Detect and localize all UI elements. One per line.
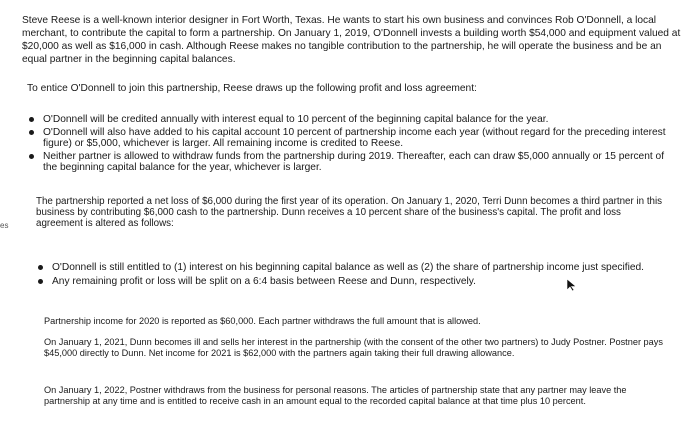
list-item: [36, 276, 646, 288]
list-item: [27, 114, 667, 126]
list-item: [27, 151, 667, 174]
year-2022-paragraph: On January 1, 2022, Postner withdraws from the business for personal reasons. The articles of partnership state that any partner may leave the partnership at any time and is entitled to receive cash in an amount equal to the recorded capital balance at that time plus 10 percent.: [44, 385, 627, 406]
list-item-text: Neither partner is allowed to withdraw funds from the partnership during 2019. Thereafter, each can draw $5,000 annually or 15 percent of the beginning capital balance for the year, whichever is larger.: [43, 150, 665, 174]
year-2021-paragraph: On January 1, 2021, Dunn becomes ill and sells her interest in the partnership (with the consent of the other two partners) to Judy Postner. Postner pays $45,000 directly to Dunn. Net income for 2021 is $62,000 with the partners again taking their full drawing allowance.: [44, 337, 663, 358]
list-item-text: Any remaining profit or loss will be split on a 6:4 basis between Reese and Dunn, respectively.: [52, 275, 476, 287]
intro-paragraph: Steve Reese is a well-known interior designer in Fort Worth, Texas. He wants to start his own business and convinces Rob O'Donnell, a local merchant, to contribute the capital to form a partnership. On January 1, 2019, O'Donnell invests a building worth $54,000 and equipment valued at $20,000 as well as $16,000 in cash. Although Reese makes no tangible contribution to the partnership, he will operate the business and be an equal partner in the beginning capital balances.: [22, 15, 681, 65]
income-2020-paragraph: Partnership income for 2020 is reported as $60,000. Each partner withdraws the full amount that is allowed.: [44, 316, 481, 326]
list-item-text: O'Donnell is still entitled to (1) interest on his beginning capital balance as well as (2) the share of partnership income just specified.: [52, 262, 644, 273]
left-edge-text-fragment: es: [0, 221, 9, 230]
bullet-icon: [38, 265, 43, 270]
list-item-text: O'Donnell will be credited annually with interest equal to 10 percent of the beginning capital balance for the year.: [43, 114, 549, 125]
agreement-bullet-list: [27, 114, 667, 175]
list-item: [36, 262, 646, 274]
bullet-icon: [29, 130, 34, 135]
bullet-icon: [38, 279, 43, 284]
list-item-text: O'Donnell will also have added to his capital account 10 percent of partnership income each year (without regard for the preceding interest figure) or $5,000, whichever is larger. All remaining income is credited to Reese.: [43, 126, 666, 150]
list-item: [27, 127, 667, 150]
altered-agreement-list: [36, 262, 646, 289]
mouse-pointer-icon: [566, 278, 578, 292]
bullet-icon: [29, 117, 34, 122]
agreement-intro: To entice O'Donnell to join this partnership, Reese draws up the following profit and loss agreement:: [27, 83, 477, 94]
bullet-icon: [29, 154, 34, 159]
net-loss-paragraph: The partnership reported a net loss of $6,000 during the first year of its operation. On January 1, 2020, Terri Dunn becomes a third partner in this business by contributing $6,000 cash to the partnership. Dunn receives a 10 percent share of the business's capital. The profit and loss agreement is altered as follows:: [36, 196, 663, 230]
